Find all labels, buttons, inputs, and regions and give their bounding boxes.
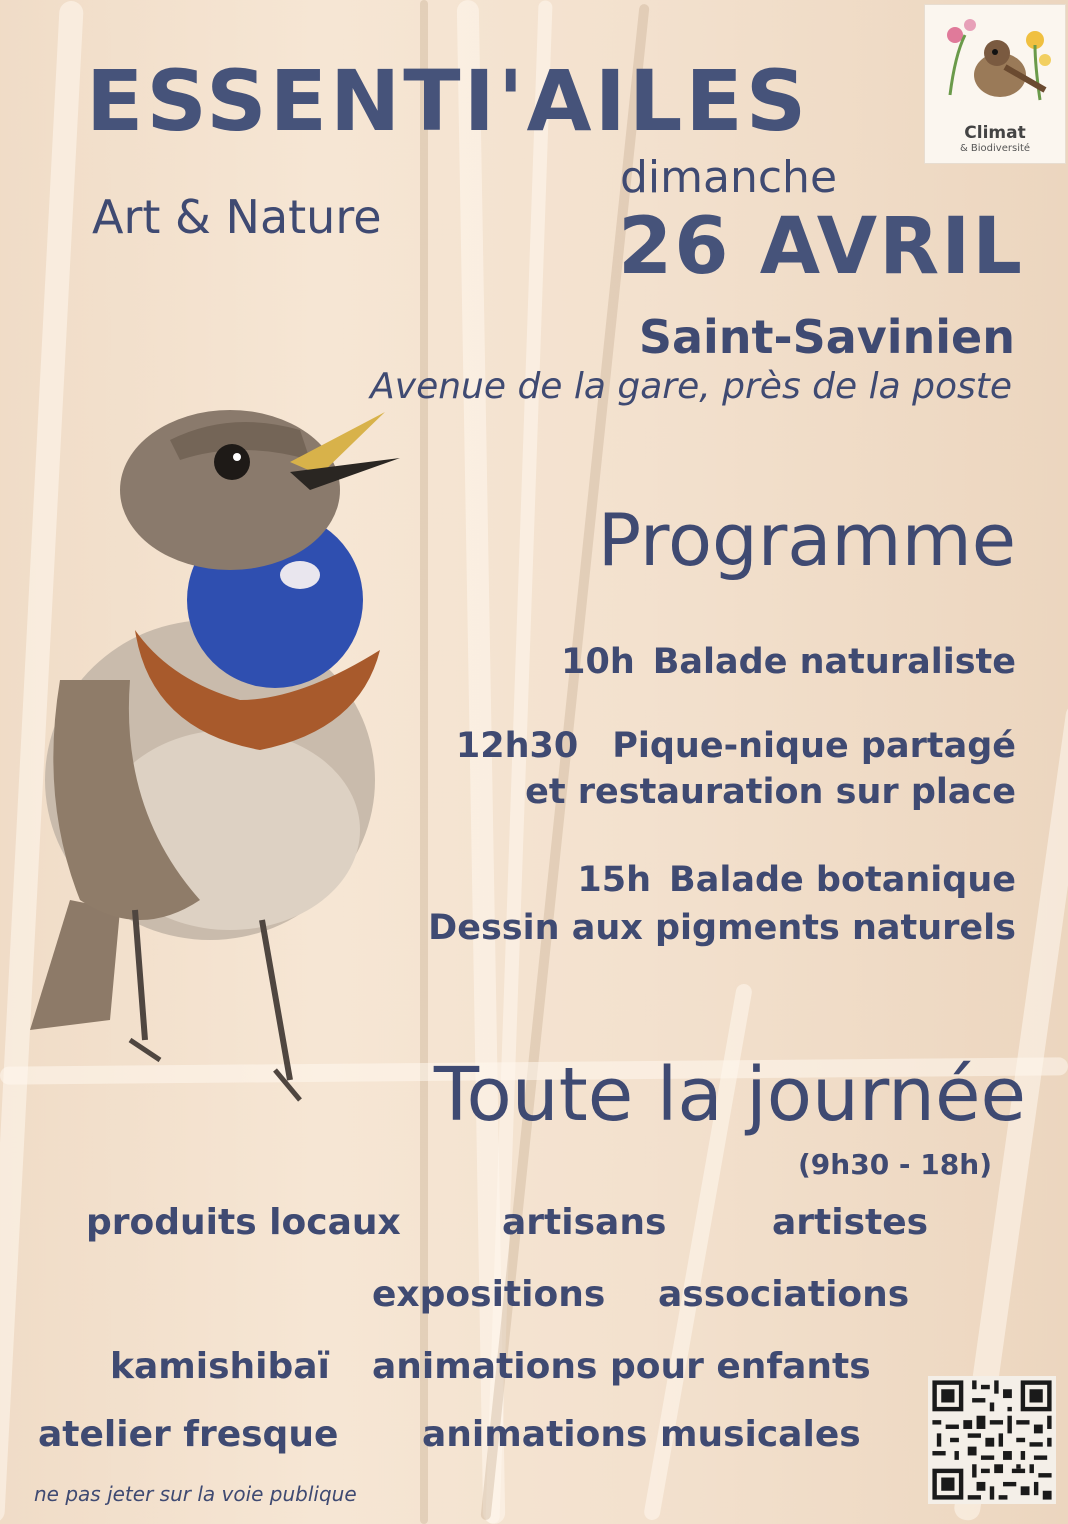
programme-time: 15h	[577, 860, 652, 900]
allday-hours: (9h30 - 18h)	[798, 1148, 992, 1181]
programme-activity-line: et restauration sur place	[525, 772, 1016, 812]
climat-biodiversite-logo	[924, 4, 1066, 164]
event-day: dimanche	[620, 152, 838, 203]
activity-item: atelier fresque	[38, 1414, 339, 1455]
activity-item: artistes	[772, 1202, 929, 1243]
programme-item	[577, 860, 1016, 900]
event-town: Saint-Savinien	[638, 310, 1015, 364]
activity-item: artisans	[502, 1202, 667, 1243]
programme-activity: Balade botanique	[669, 860, 1016, 900]
event-date: 26 AVRIL	[618, 202, 1024, 292]
programme-item	[561, 642, 1016, 682]
programme-activity: Balade naturaliste	[652, 642, 1016, 682]
programme-item	[456, 726, 1016, 766]
event-address: Avenue de la gare, près de la poste	[370, 366, 1012, 407]
logo-name: Climat	[964, 123, 1026, 143]
activity-item: animations pour enfants	[372, 1346, 871, 1387]
qr-code[interactable]	[928, 1376, 1056, 1504]
footer-note: ne pas jeter sur la voie publique	[34, 1482, 357, 1506]
programme-time: 10h	[561, 642, 635, 682]
bluethroat-bird-photo	[0, 380, 430, 1140]
sparrow-flowers-icon	[925, 5, 1065, 125]
activity-item: produits locaux	[86, 1202, 401, 1243]
activity-item: expositions	[372, 1274, 606, 1315]
event-subtitle: Art & Nature	[92, 190, 382, 244]
event-title: ESSENTI'AILES	[86, 52, 810, 150]
activity-item: associations	[658, 1274, 910, 1315]
programme-activity: Pique-nique partagé	[612, 726, 1016, 766]
programme-time: 12h30	[455, 726, 579, 766]
allday-title: Toute la journée	[433, 1052, 1026, 1138]
programme-activity-line: Dessin aux pigments naturels	[428, 908, 1016, 948]
logo-subtitle: & Biodiversité	[959, 143, 1031, 154]
activity-item: animations musicales	[422, 1414, 861, 1455]
programme-title: Programme	[597, 498, 1016, 582]
activity-item: kamishibaï	[110, 1346, 330, 1387]
